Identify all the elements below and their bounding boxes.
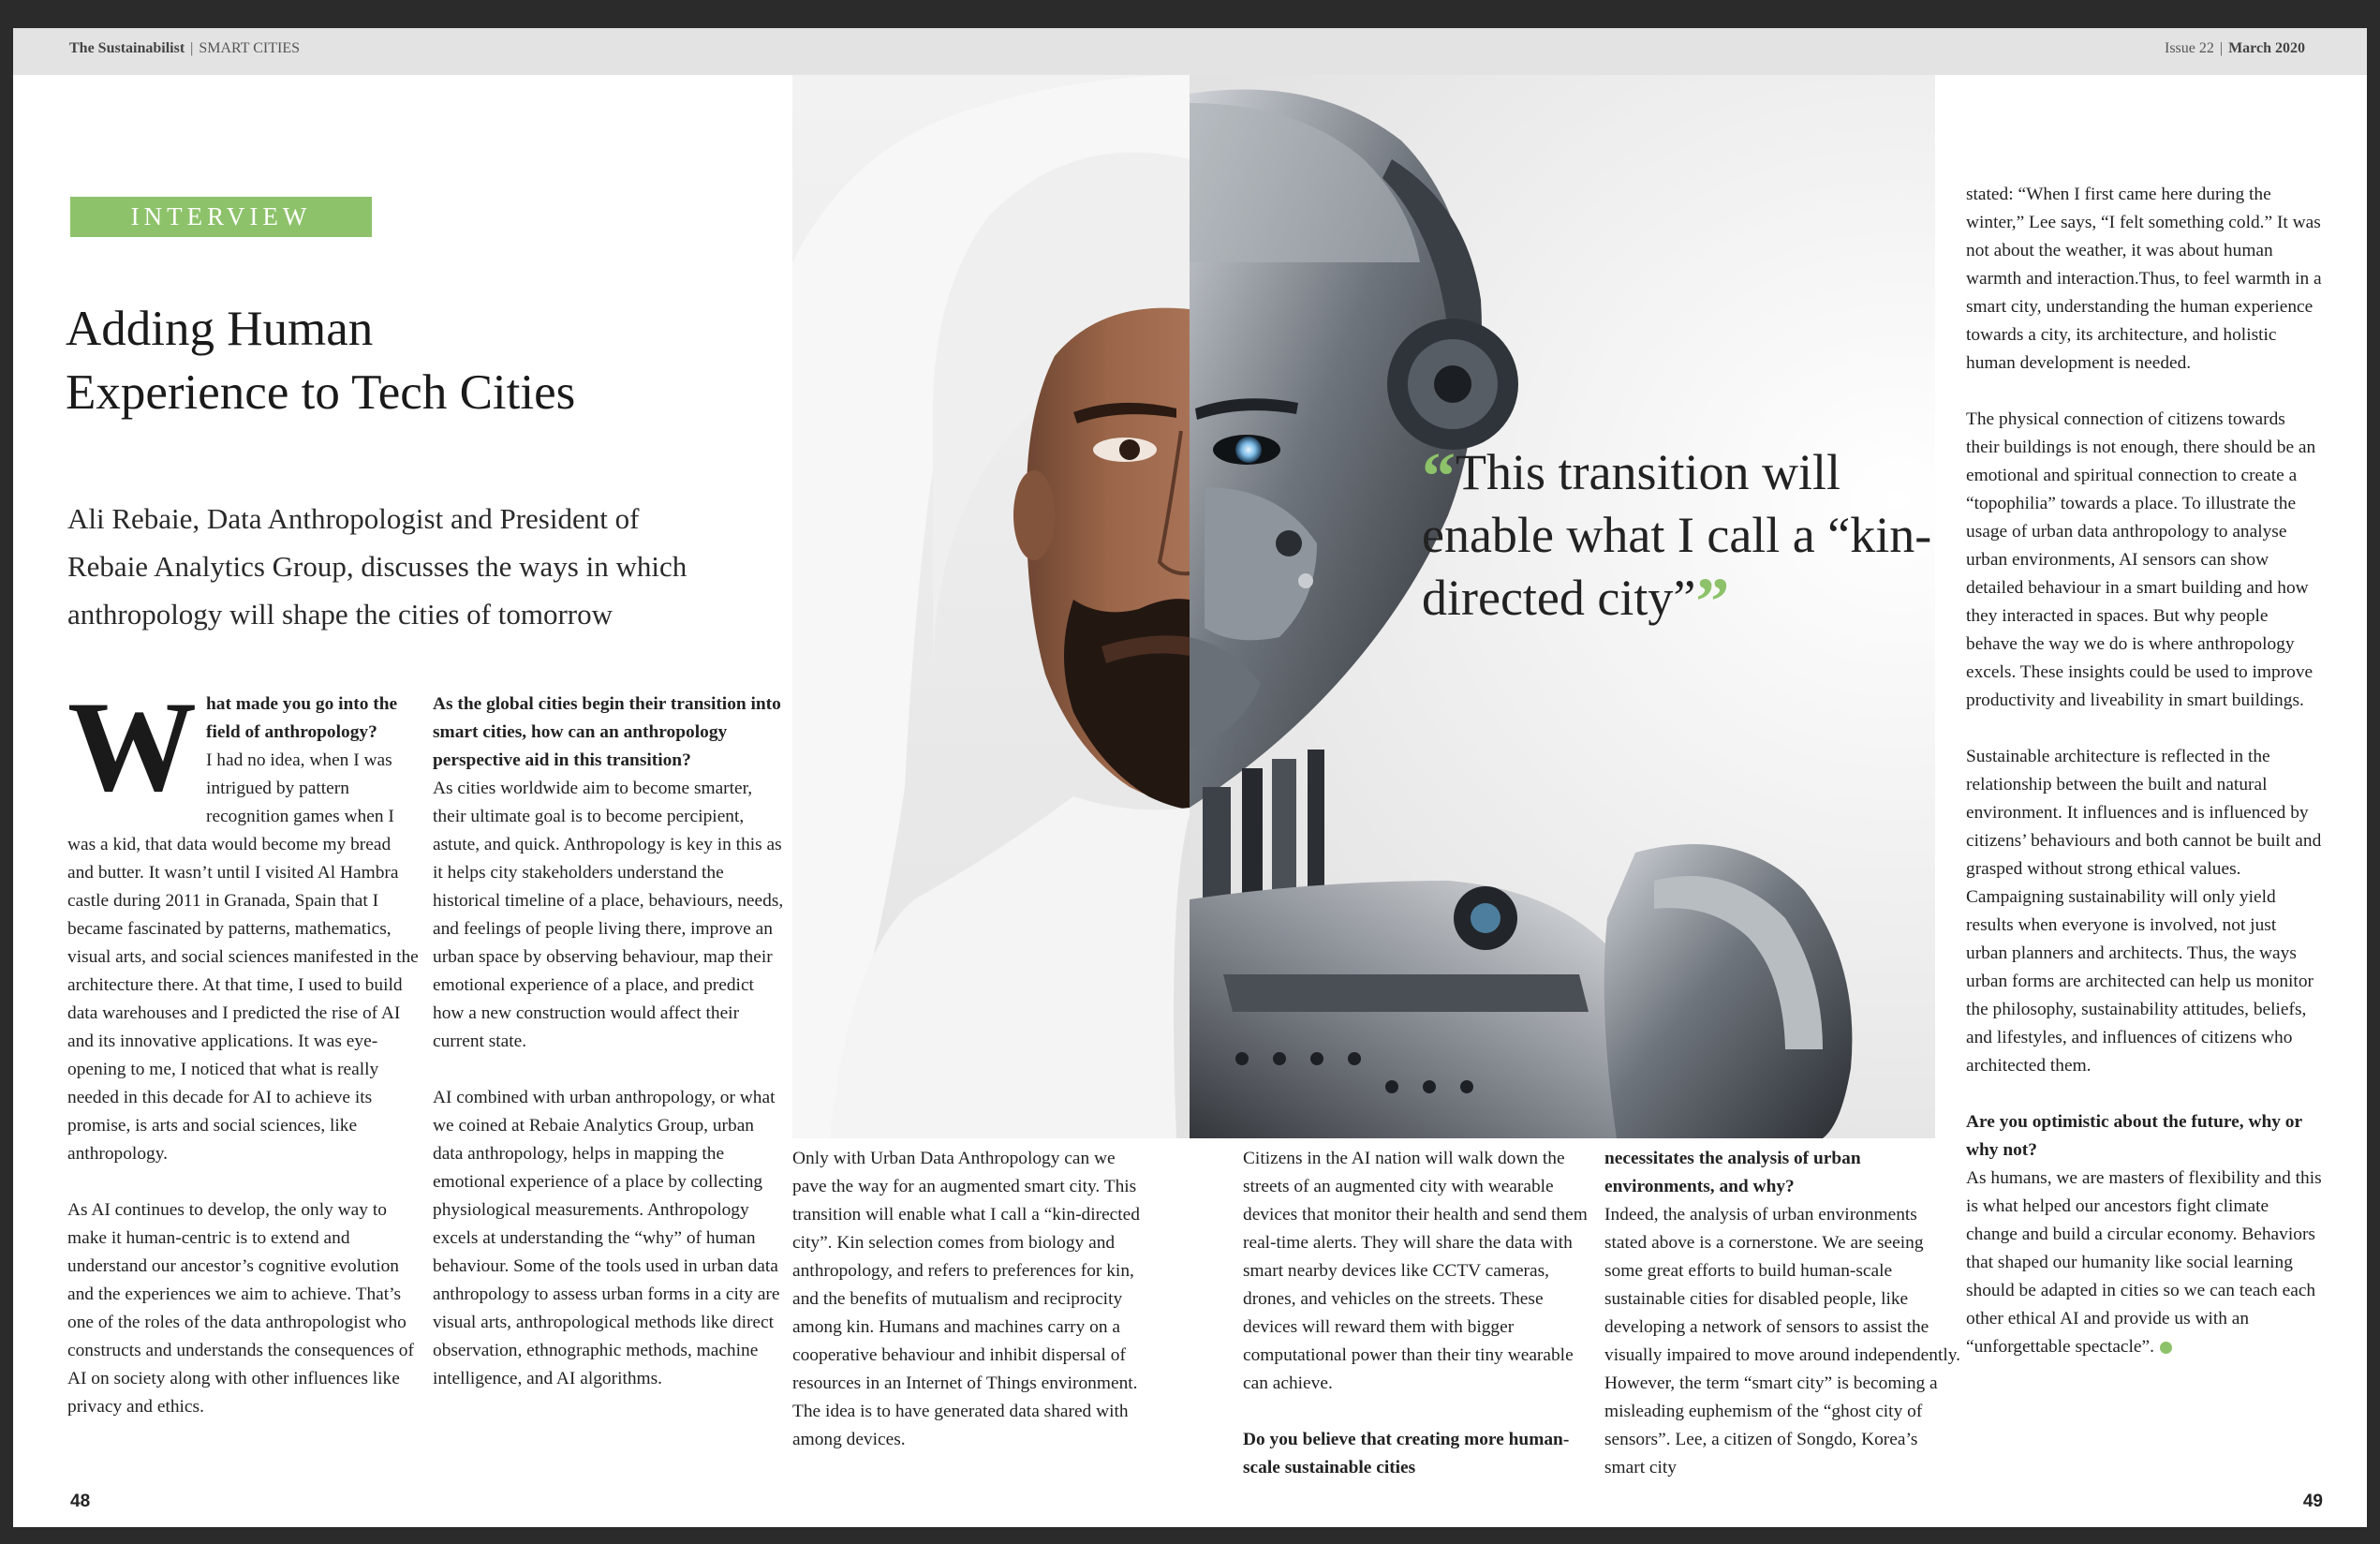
text-column-5	[1604, 1145, 1960, 1482]
text-column-2	[433, 690, 789, 1393]
text-column-1	[67, 675, 420, 1421]
col2-paragraph-2: AI combined with urban anthropology, or what we coined at Rebaie Analytics Group, urban data anthropology, helps in mapping the emotional experience of a place by collecting physiological measurements. Anthropology excels at understanding the “why” of human behaviour. Some of the tools used in urban data anthropology to assess urban forms in a city are visual arts, anthropological methods like direct observation, ethnographic methods, machine intelligence, and AI algorithms.	[433, 1088, 780, 1388]
standfirst: Ali Rebaie, Data Anthropologist and President of Rebaie Analytics Group, discusses the ways in which anthropology will shape the cities of tomorrow	[67, 502, 687, 631]
col2-question: As the global cities begin their transition into smart cities, how can an anthropology perspective aid in this transition?	[433, 694, 781, 770]
title-line-2: Experience to Tech Cities	[66, 365, 576, 420]
pull-quote-open-mark: “	[1422, 438, 1456, 513]
col2-block-1	[433, 690, 789, 1056]
col6-block-4	[1966, 1108, 2322, 1361]
page-number-left: 48	[70, 1492, 91, 1511]
col6-paragraph-2: The physical connection of citizens towards their buildings is not enough, there should be an emotional and spiritual connection to create a “topophilia” towards a place. To illustrate the usage of urban data anthropology to analyse urban environments, AI sensors can show detailed behaviour in a smart building and how they interacted in spaces. But why people behave the way we do is where anthropology excels. These insights could be used to improve productivity and liveability in smart buildings.	[1966, 409, 2316, 710]
end-of-article-mark	[2160, 1342, 2172, 1354]
issue-number: Issue 22	[2164, 40, 2214, 56]
col5-block	[1604, 1145, 1960, 1482]
col1-question: hat made you go into the field of anthropology?	[206, 694, 398, 742]
title-line-1: Adding Human	[66, 302, 374, 356]
pull-quote	[1422, 438, 1946, 639]
drop-cap: W	[67, 675, 197, 818]
col6-paragraph-1: stated: “When I first came here during the winter,” Lee says, “I felt something cold.” It was not about the weather, it was about human warmth and interaction.Thus, to feel warmth in a smart city, understanding the human experience towards a city, its architecture, and holistic human development is needed.	[1966, 185, 2322, 373]
running-header	[13, 28, 2367, 75]
page-number-right: 49	[2302, 1492, 2323, 1511]
col6-paragraph-3: Sustainable architecture is reflected in the relationship between the built and natural environment. It influences and is influenced by citizens’ behaviours and both cannot be built and grasped without strong ethical values. Campaigning sustainability will only yield results when everyone is involved, not just urban planners and architects. Thus, the ways urban forms are architected can help us monitor the philosophy, sustainability attitudes, beliefs, and lifestyles, and influences of citizens who architected them.	[1966, 747, 2322, 1076]
col4-paragraph-1: Citizens in the AI nation will walk down the streets of an augmented city with wearable devices that monitor their health and send them real-time alerts. They will share the data with smart nearby devices like CCTV cameras, drones, and vehicles on the streets. These devices will reward them with bigger computational power than their tiny wearable can achieve.	[1243, 1149, 1588, 1393]
col1-intro-paragraph	[67, 675, 420, 1168]
text-column-4	[1243, 1145, 1599, 1482]
text-column-3	[792, 1145, 1148, 1454]
col4-question: Do you believe that creating more human-scale sustainable cities	[1243, 1430, 1570, 1477]
col6-question: Are you optimistic about the future, why or why not?	[1966, 1112, 2302, 1160]
col1-paragraph-2: As AI continues to develop, the only way to make it human-centric is to extend and understand our ancestor’s cognitive evolution and the experiences we aim to achieve. That’s one of the roles of the data anthropologist who constructs and understands the consequences of AI on society along with other influences like privacy and ethics.	[67, 1200, 414, 1417]
header-left: The Sustainabilist | SMART CITIES	[69, 40, 301, 56]
col2-paragraph-1: As cities worldwide aim to become smarter, their ultimate goal is to become percipient, astute, and quick. Anthropology is key in this as it helps city stakeholders understand the historical timeline of a place, behaviours, needs, and feelings of people living there, improve an urban space by observing behaviour, map their emotional experience of a place, and predict how a new construction would affect their current state.	[433, 779, 784, 1051]
magazine-spread	[13, 28, 2367, 1527]
pull-quote-text: This transition will enable what I call a “kin-directed city”	[1422, 444, 1932, 626]
text-column-6	[1966, 181, 2322, 1361]
section-name: SMART CITIES	[199, 40, 301, 56]
col6-paragraph-4: As humans, we are masters of flexibility and this is what helped our ancestors fight climate change and build a circular economy. Behaviors that shaped our humanity like social learning should be adapted in cities so we can teach each other ethical AI and provide us with an “unforgettable spectacle”.	[1966, 1168, 2322, 1357]
col1-answer: I had no idea, when I was intrigued by pattern recognition games when I was a kid, that data would become my bread and butter. It wasn’t until I visited Al Hambra castle during 2011 in Granada, Spain that I became fascinated by patterns, mathematics, visual arts, and social sciences manifested in the architecture there. At that time, I used to build data warehouses and I predicted the rise of AI and its innovative applications. It was eye-opening to me, I noticed that what is really needed in this decade for AI to achieve its promise, is arts and social sciences, like anthropology.	[67, 750, 419, 1164]
col3-paragraph-1: Only with Urban Data Anthropology can we pave the way for an augmented smart city. This transition will enable what I call a “kin-directed city”. Kin selection comes from biology and anthropology, and refers to preferences for kin, and the benefits of mutualism and reciprocity among kin. Humans and machines carry on a cooperative behaviour and inhibit dispersal of resources in an Internet of Things environment. The idea is to have generated data shared with among devices.	[792, 1149, 1140, 1449]
publication-name: The Sustainabilist	[69, 40, 185, 56]
issue-date: March 2020	[2228, 40, 2305, 56]
header-right: Issue 22 | March 2020	[2164, 40, 2305, 56]
interview-badge: INTERVIEW	[70, 197, 372, 237]
col5-paragraph-1: Indeed, the analysis of urban environments stated above is a cornerstone. We are seeing some great efforts to build human-scale sustainable cities for disabled people, like developing a network of sensors to assist the visually impaired to move around independently. However, the term “smart city” is becoming a misleading euphemism of the “ghost city of sensors”. Lee, a citizen of Songdo, Korea’s smart city	[1604, 1205, 1961, 1477]
article-title	[66, 297, 759, 424]
pull-quote-close-mark: ”	[1695, 564, 1730, 639]
col5-question-continued: necessitates the analysis of urban environments, and why?	[1604, 1149, 1861, 1196]
